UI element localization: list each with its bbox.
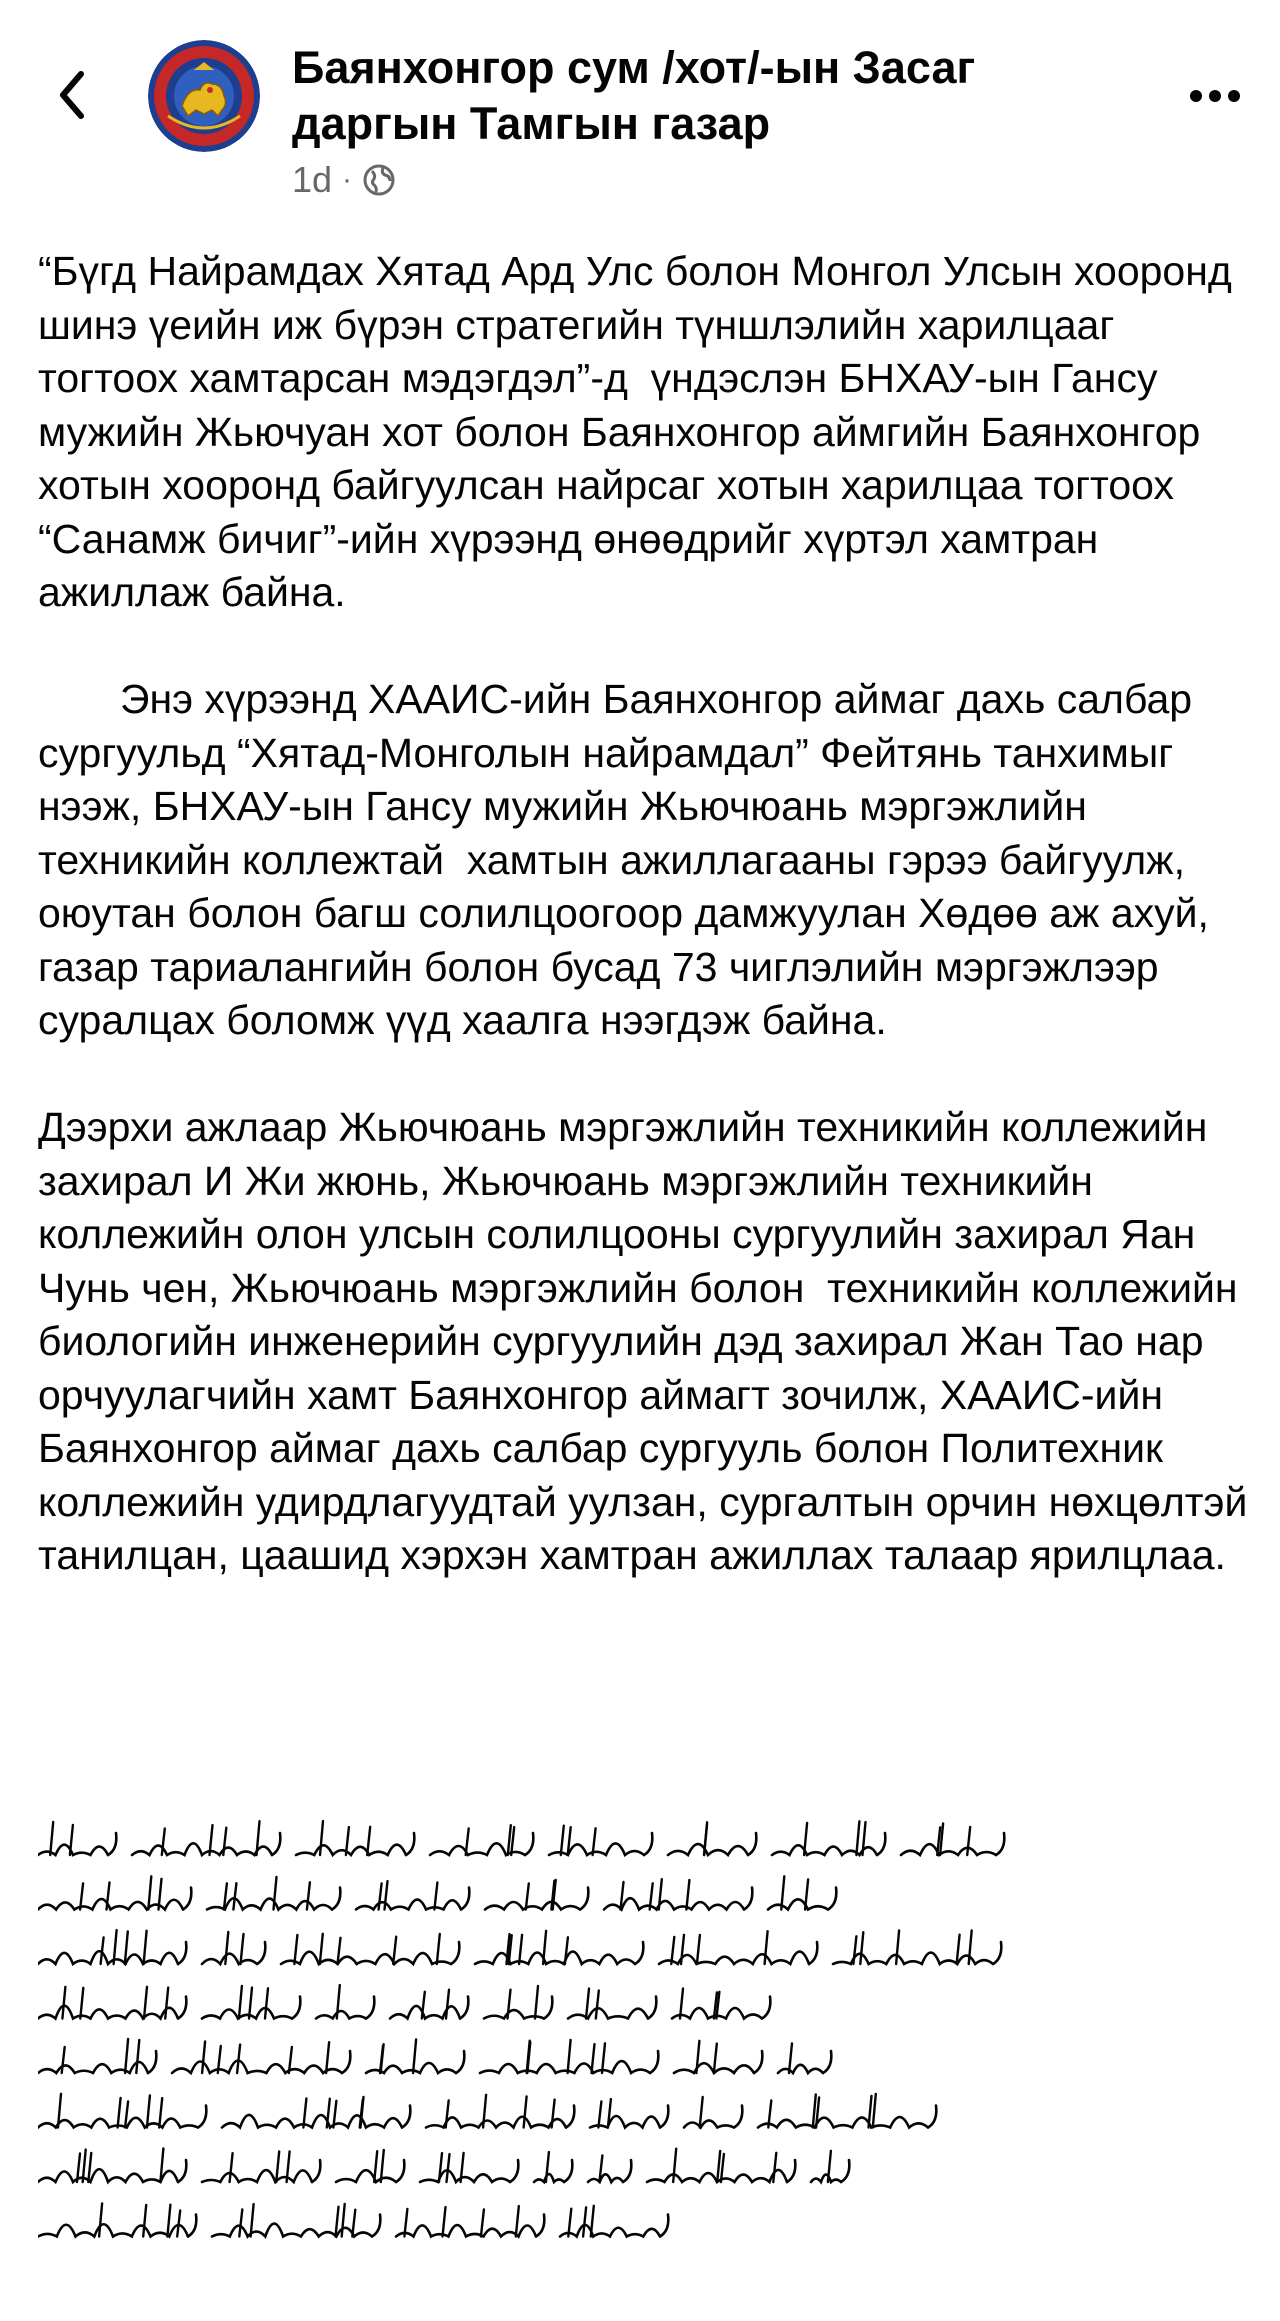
script-word — [668, 1822, 756, 1855]
script-word — [480, 2040, 658, 2073]
mongolian-script-paragraph — [38, 1815, 1248, 2305]
script-word — [316, 1985, 374, 2018]
post-text — [38, 245, 1259, 1583]
post-paragraph-3: Дээрхи ажлаар Жьючюань мэргэжлийн техникийн коллежийн захирал И Жи жюнь, Жьючюань мэргэжлийн техникийн коллежийн олон улсын солилцооны сургуулийн захирал Яан Чунь чен, Жьючюань мэргэжлийн болон техникийн коллежийн биологийн инженерийн сургуулийн дэд захирал Жан Тао нар орчуулагчийн хамт Баянхонгор аймагт зочилж, ХААИС-ийн Баянхонгор аймаг дахь салбар сургууль болон Политехник коллежийн удирдлагуудтай уулзан, сургалтын орчин нөхцөлтэй танилцан, цаашид хэрхэн хамтран ажиллах талаар ярилцлаа. — [38, 1104, 1259, 1578]
script-word — [647, 2149, 795, 2182]
script-word — [475, 1931, 643, 1964]
script-word — [132, 1821, 280, 1855]
script-word — [833, 1930, 1001, 1964]
script-word — [212, 2204, 380, 2237]
script-word — [659, 1931, 817, 1964]
page-name-link[interactable]: Баянхонгор сум /хот/-ын Засаг даргын Тамгын газар — [292, 42, 976, 149]
script-word — [336, 2150, 404, 2182]
globe-icon — [362, 163, 396, 197]
script-word — [38, 2204, 196, 2237]
script-word — [420, 2153, 518, 2182]
script-word — [38, 2039, 156, 2073]
script-word — [207, 1877, 340, 1910]
page-avatar[interactable] — [148, 40, 260, 152]
back-button[interactable] — [42, 60, 102, 130]
script-word — [281, 1934, 459, 1964]
script-word — [38, 2148, 186, 2182]
script-word — [560, 2206, 668, 2237]
script-word — [772, 1821, 885, 1855]
script-word — [568, 1989, 656, 2019]
script-word — [426, 2095, 574, 2128]
post-header — [0, 0, 1280, 230]
script-word — [758, 2094, 936, 2128]
script-word — [296, 1821, 414, 1855]
script-word — [768, 1876, 836, 1909]
emblem-avatar — [148, 40, 260, 152]
script-word — [590, 2099, 668, 2127]
script-word — [485, 1880, 588, 1910]
meta-separator: · — [342, 163, 353, 196]
post-meta — [292, 160, 396, 200]
script-word — [202, 1986, 300, 2019]
post-paragraph-2: Энэ хүрээнд ХААИС-ийн Баянхонгор аймаг дахь салбар сургуульд “Хятад-Монголын найрамдал” Фейтянь танхимыг нээж, БНХАУ-ын Гансу мужийн Жьючюань мэргэжлийн техникийн коллежтай хамтын ажиллагааны гэрээ байгуулж, оюутан болон багш солилцоогоор дамжуулан Хөдөө аж ахуй, газар тариалангийн болон бусад 73 чиглэлийн мэргэжлээр суралцах боломж үүд хаалга нээгдэж байна. — [38, 676, 1221, 1043]
script-word — [604, 1879, 752, 1909]
script-word — [366, 2040, 464, 2074]
script-word — [901, 1824, 1004, 1856]
script-word — [588, 2155, 631, 2182]
script-word — [38, 1930, 186, 1964]
script-word — [534, 2152, 572, 2182]
script-word — [38, 1822, 116, 1855]
script-word — [390, 1990, 468, 2019]
script-word — [38, 1876, 191, 1909]
post-timestamp[interactable]: 1d — [292, 159, 333, 200]
script-word — [222, 2097, 410, 2128]
script-word — [172, 2042, 350, 2074]
script-word — [38, 1987, 186, 2019]
script-word — [202, 2152, 320, 2183]
script-word — [430, 1825, 533, 1855]
chevron-left-icon — [57, 70, 87, 120]
script-word — [778, 2043, 831, 2073]
more-options-button[interactable] — [1180, 78, 1250, 114]
script-word — [202, 1932, 265, 1964]
script-word — [674, 2041, 762, 2073]
post-paragraph-1: “Бүгд Найрамдах Хятад Ард Улс болон Монгол Улсын хооронд шинэ үеийн иж бүрэн стратегийн түншлэлийн харилцааг тогтоох хамтарсан мэдэгдэл”-д үндэслэн БНХАУ-ын Гансу мужийн Жьючуан хот болон Баянхонгор аймгийн Баянхонгор хотын хооронд байгуулсан найрсаг хотын харилцаа тогтоох “Санамж бичиг”-ийн хүрээнд өнөөдрийг хүртэл хамтран ажиллаж байна. — [38, 248, 1244, 615]
script-word — [38, 2094, 206, 2128]
script-word — [484, 1986, 552, 2019]
script-word — [356, 1881, 469, 1909]
script-word — [396, 2206, 544, 2236]
mongolian-script-glyphs — [38, 1815, 1248, 2305]
script-word — [811, 2151, 849, 2182]
script-word — [684, 2097, 742, 2128]
more-horizontal-icon — [1189, 89, 1241, 103]
script-word — [549, 1826, 652, 1855]
script-word — [672, 1989, 770, 2019]
